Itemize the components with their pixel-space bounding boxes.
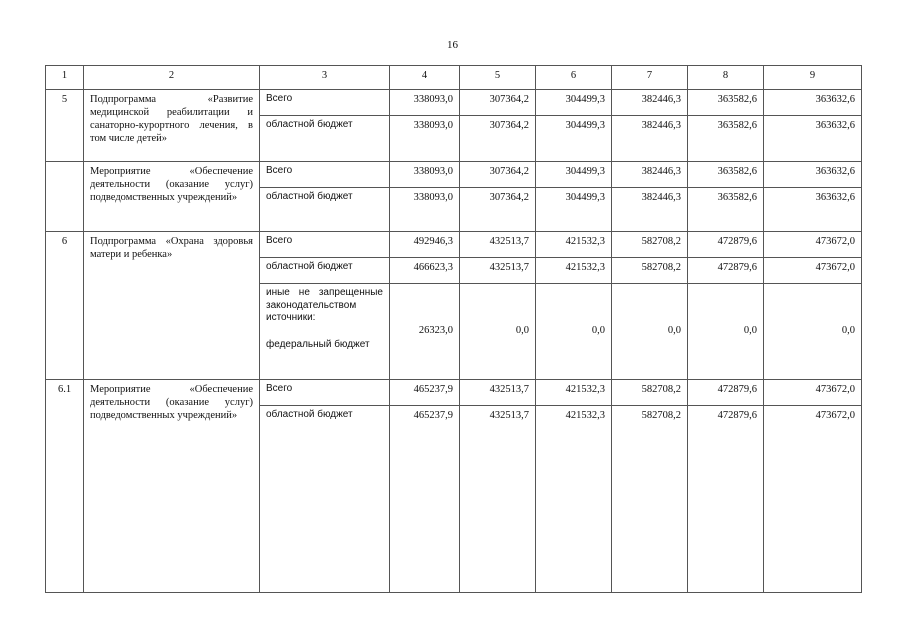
value-cell: 465237,9: [390, 380, 460, 406]
header-cell: 9: [764, 66, 862, 90]
value-cell: 382446,3: [612, 188, 688, 232]
header-cell: 8: [688, 66, 764, 90]
value-cell: 472879,6: [688, 232, 764, 258]
funding-source: областной бюджет: [260, 116, 390, 162]
value-cell: 582708,2: [612, 380, 688, 406]
header-cell: 5: [460, 66, 536, 90]
value-cell: 363632,6: [764, 162, 862, 188]
value-cell: 363632,6: [764, 188, 862, 232]
table-row: [46, 162, 862, 188]
value-cell: 472879,6: [688, 258, 764, 284]
value-cell: 432513,7: [460, 380, 536, 406]
value-cell: 0,0: [460, 284, 536, 380]
value-cell: 472879,6: [688, 380, 764, 406]
value-cell: 363582,6: [688, 116, 764, 162]
value-cell: 363582,6: [688, 188, 764, 232]
federal-budget-label: федеральный бюджет: [266, 338, 370, 350]
value-cell: 472879,6: [688, 406, 764, 593]
funding-source: областной бюджет: [260, 258, 390, 284]
value-cell: 432513,7: [460, 406, 536, 593]
value-cell: 338093,0: [390, 188, 460, 232]
value-cell: 421532,3: [536, 232, 612, 258]
row-number: 6.1: [46, 380, 84, 593]
value-cell: 307364,2: [460, 162, 536, 188]
value-cell: 473672,0: [764, 258, 862, 284]
value-cell: 382446,3: [612, 116, 688, 162]
header-cell: 7: [612, 66, 688, 90]
value-cell: 307364,2: [460, 188, 536, 232]
funding-source: Всего: [260, 380, 390, 406]
measure-name: Мероприятие «Обеспечение деятельности (оказание услуг) подведомственных учреждений»: [84, 380, 260, 593]
value-cell: 582708,2: [612, 258, 688, 284]
value-cell: 0,0: [688, 284, 764, 380]
value-cell: 582708,2: [612, 406, 688, 593]
row-number: 6: [46, 232, 84, 380]
value-cell: 466623,3: [390, 258, 460, 284]
program-name: Подпрограмма «Охрана здоровья матери и ребенка»: [84, 232, 260, 380]
value-cell: 473672,0: [764, 232, 862, 258]
value-cell: 304499,3: [536, 188, 612, 232]
header-cell: 4: [390, 66, 460, 90]
value-cell: 304499,3: [536, 90, 612, 116]
value-cell: 363632,6: [764, 90, 862, 116]
table-row: [46, 90, 862, 116]
funding-source: [260, 284, 390, 380]
value-cell: 432513,7: [460, 232, 536, 258]
table-row: [46, 380, 862, 406]
program-name: Подпрограмма «Развитие медицинской реабилитации и санаторно-курортного лечения, в том числе детей»: [84, 90, 260, 162]
value-cell: 382446,3: [612, 90, 688, 116]
value-cell: 338093,0: [390, 116, 460, 162]
funding-source: Всего: [260, 232, 390, 258]
other-sources-label: иные не запрещенные законодательством источники:: [266, 287, 383, 323]
row-number: 5: [46, 90, 84, 162]
value-cell: 363582,6: [688, 162, 764, 188]
value-cell: 582708,2: [612, 232, 688, 258]
value-cell: 26323,0: [390, 284, 460, 380]
value-cell: 307364,2: [460, 90, 536, 116]
value-cell: 382446,3: [612, 162, 688, 188]
value-cell: 0,0: [612, 284, 688, 380]
header-cell: 1: [46, 66, 84, 90]
value-cell: 473672,0: [764, 406, 862, 593]
value-cell: 338093,0: [390, 162, 460, 188]
funding-source: областной бюджет: [260, 188, 390, 232]
value-cell: 492946,3: [390, 232, 460, 258]
funding-source: областной бюджет: [260, 406, 390, 593]
value-cell: 0,0: [764, 284, 862, 380]
value-cell: 432513,7: [460, 258, 536, 284]
value-cell: 363582,6: [688, 90, 764, 116]
value-cell: 307364,2: [460, 116, 536, 162]
value-cell: 338093,0: [390, 90, 460, 116]
budget-table: [45, 65, 862, 593]
header-cell: 3: [260, 66, 390, 90]
header-cell: 6: [536, 66, 612, 90]
value-cell: 421532,3: [536, 406, 612, 593]
value-cell: 304499,3: [536, 116, 612, 162]
funding-source: Всего: [260, 90, 390, 116]
header-cell: 2: [84, 66, 260, 90]
table-row: [46, 232, 862, 258]
value-cell: 421532,3: [536, 380, 612, 406]
value-cell: 304499,3: [536, 162, 612, 188]
value-cell: 473672,0: [764, 380, 862, 406]
header-row: [46, 66, 862, 90]
measure-name: Мероприятие «Обеспечение деятельности (оказание услуг) подведомственных учреждений»: [84, 162, 260, 232]
value-cell: 363632,6: [764, 116, 862, 162]
value-cell: 0,0: [536, 284, 612, 380]
value-cell: 465237,9: [390, 406, 460, 593]
value-cell: 421532,3: [536, 258, 612, 284]
funding-source: Всего: [260, 162, 390, 188]
row-number: [46, 162, 84, 232]
page-number: 16: [447, 39, 458, 51]
